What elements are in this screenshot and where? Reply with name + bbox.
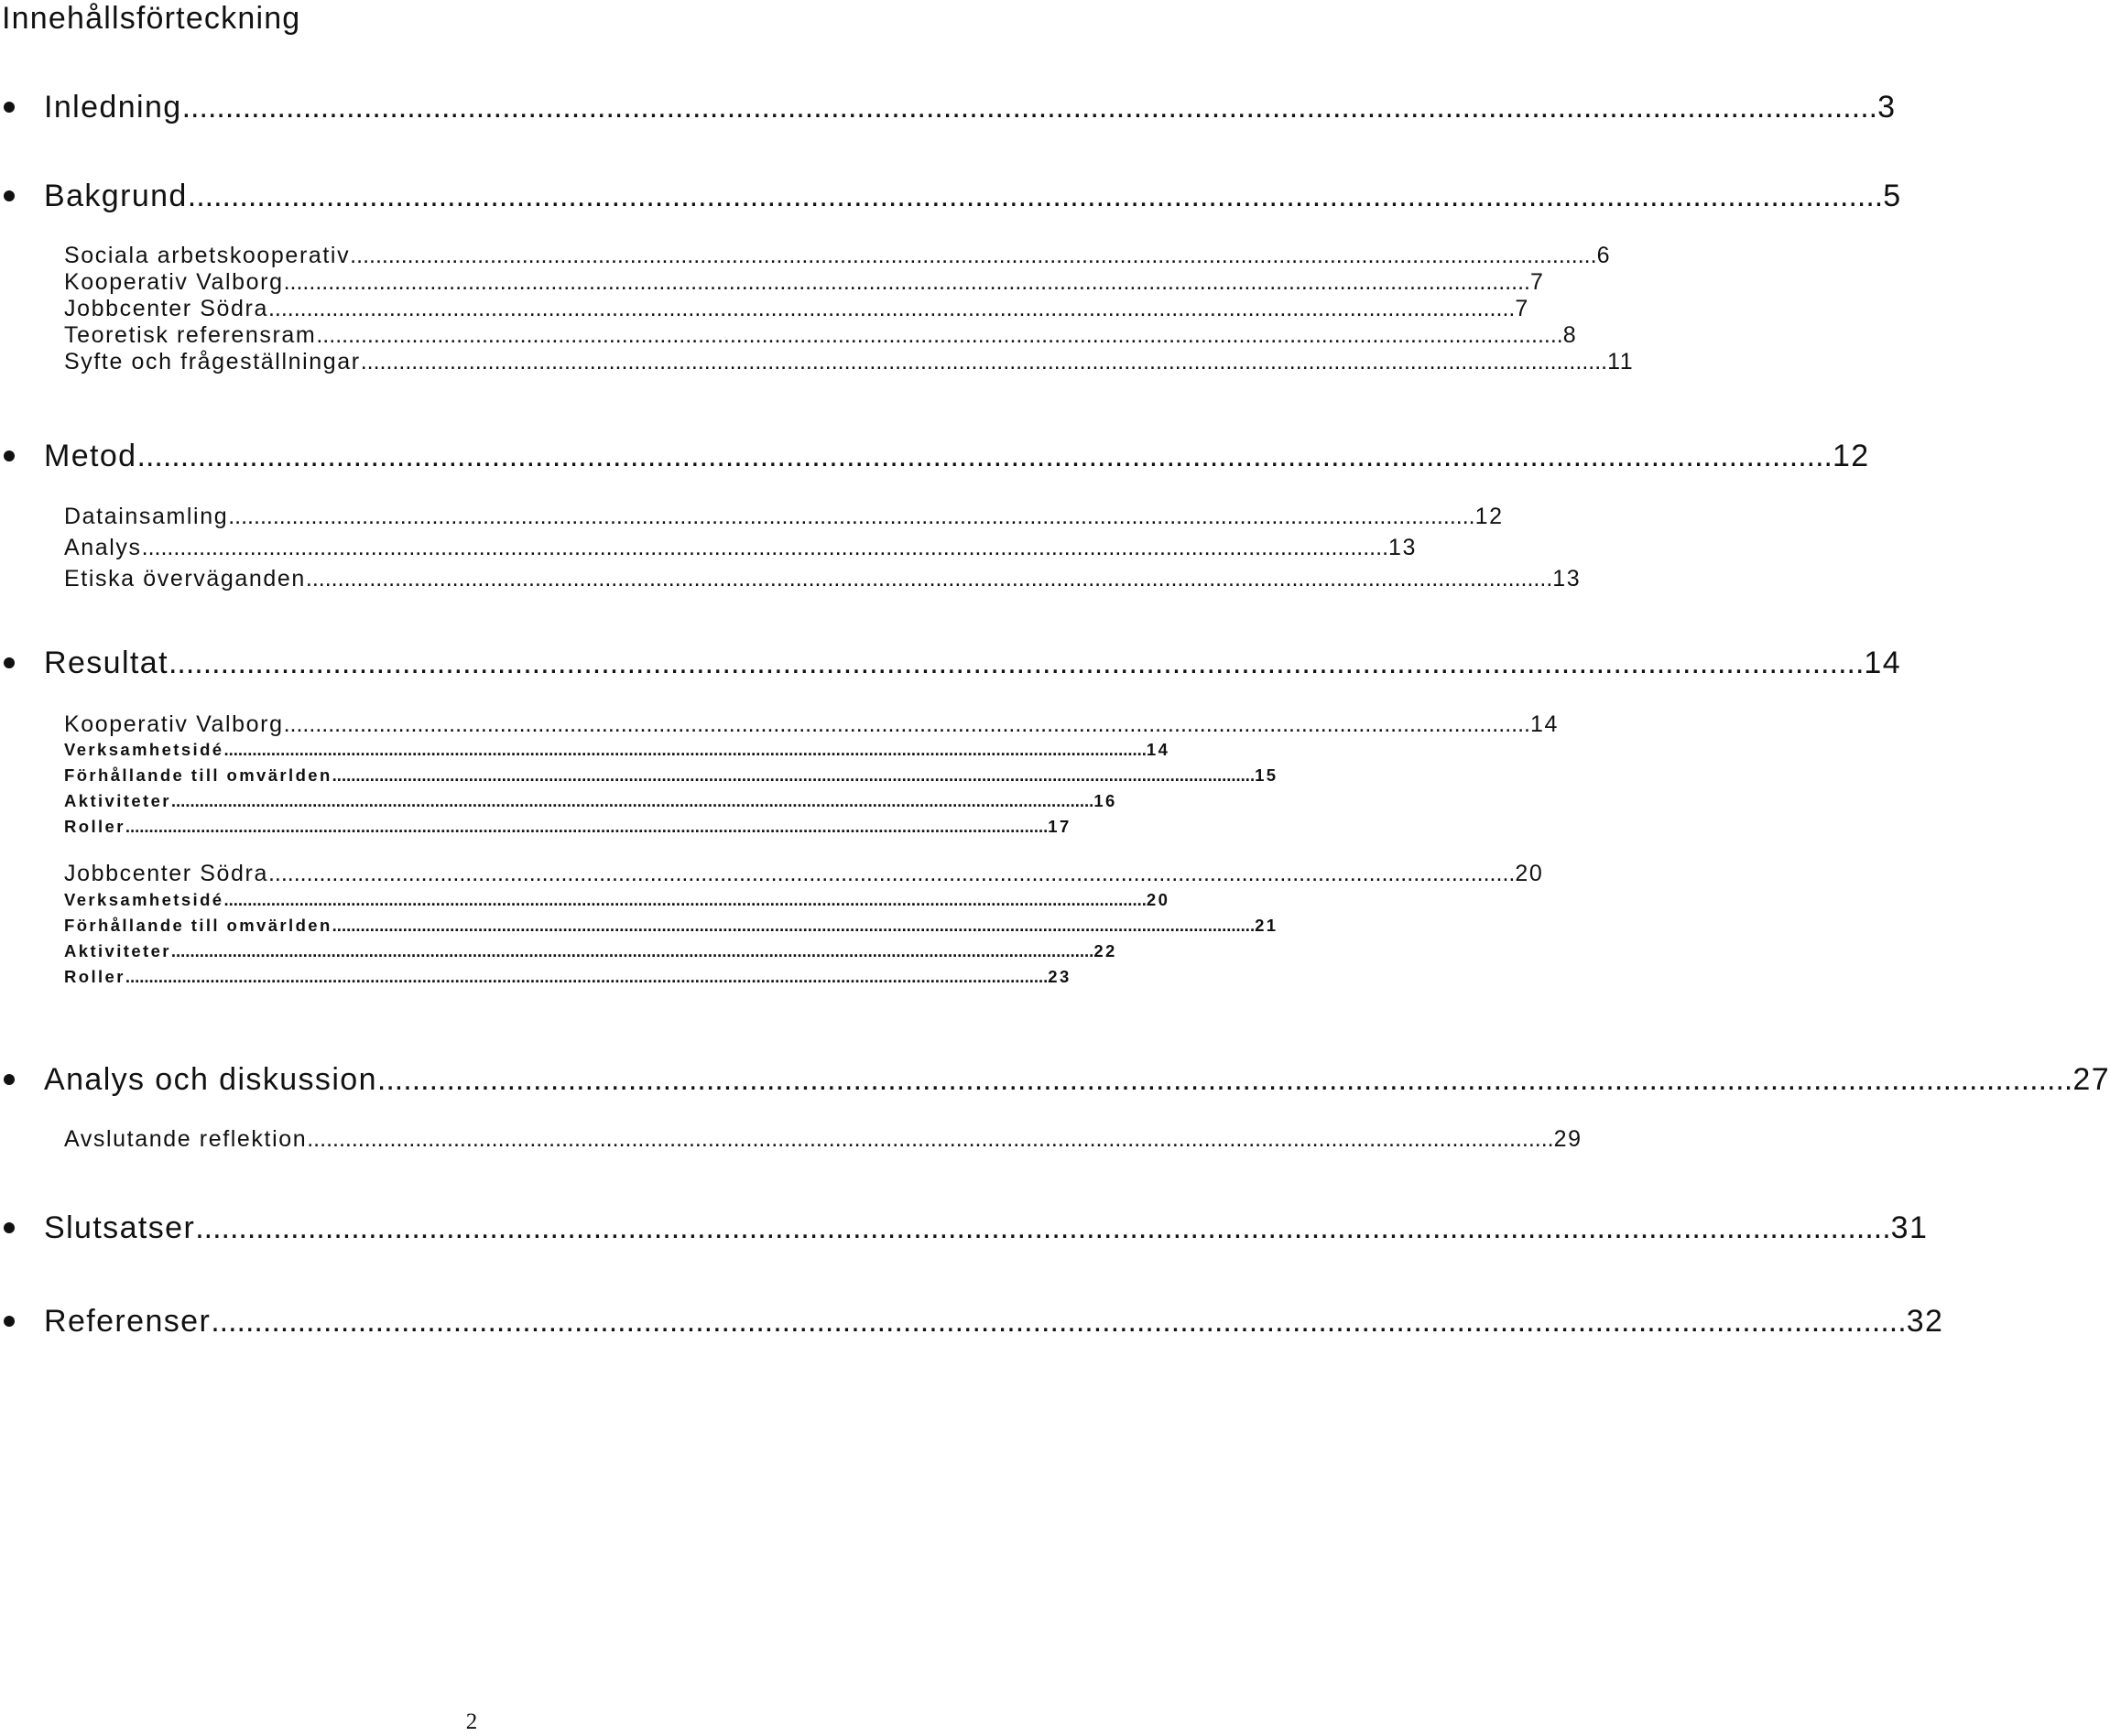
toc-entry-page: 12 xyxy=(1832,439,1870,473)
toc-entry-inledning[interactable] xyxy=(44,89,1897,125)
toc-entry-referenser[interactable] xyxy=(44,1303,1944,1340)
toc-entry-label: Förhållande till omvärlden xyxy=(64,765,332,785)
toc-entry-etiska-overvaganden[interactable] xyxy=(64,565,1582,592)
toc-entry-label: Verksamhetsidé xyxy=(64,740,224,759)
toc-entry-page: 7 xyxy=(1529,269,1545,295)
toc-entry-label: Kooperativ Valborg xyxy=(64,269,284,295)
toc-entry-page: 23 xyxy=(1048,967,1071,986)
toc-entry-kooperativ-valborg[interactable] xyxy=(64,711,1559,738)
toc-entry-label: Bakgrund xyxy=(44,179,188,213)
toc-entry-avslutande-reflektion[interactable] xyxy=(64,1125,1582,1153)
toc-entry-resultat[interactable] xyxy=(44,645,1902,681)
toc-entry-teoretisk-referensram[interactable] xyxy=(64,321,1578,349)
toc-leader-dots: .................................................................................................................................................................................................... xyxy=(168,646,1865,680)
bullet-icon xyxy=(4,438,22,474)
toc-leader-dots: .................................................................................................................................................................................................... xyxy=(283,269,1530,295)
toc-leader-dots: .................................................................................................................................................................................................... xyxy=(141,535,1389,560)
toc-leader-dots: .................................................................................................................................................................................................... xyxy=(332,765,1256,785)
toc-leader-dots: .................................................................................................................................................................................................... xyxy=(211,1304,1907,1339)
toc-entry-page: 12 xyxy=(1474,504,1504,529)
toc-entry-label: Förhållande till omvärlden xyxy=(64,916,332,935)
toc-leader-dots: .................................................................................................................................................................................................... xyxy=(125,967,1049,986)
toc-entry-label: Kooperativ Valborg xyxy=(64,711,284,737)
toc-entry-label: Jobbcenter Södra xyxy=(64,861,268,886)
toc-entry-page: 16 xyxy=(1093,791,1117,810)
toc-leader-dots: .................................................................................................................................................................................................... xyxy=(170,941,1094,960)
toc-entry-label: Avslutande reflektion xyxy=(64,1126,308,1152)
page-number: 2 xyxy=(465,1709,478,1734)
toc-entry-label: Slutsatser xyxy=(44,1210,196,1245)
toc-entry-label: Aktiviteter xyxy=(64,791,171,810)
toc-leader-dots: .................................................................................................................................................................................................... xyxy=(195,1210,1891,1245)
toc-leader-dots: .................................................................................................................................................................................................... xyxy=(125,817,1049,836)
toc-entry-label: Inledning xyxy=(44,90,182,125)
toc-entry-page: 11 xyxy=(1607,349,1635,374)
bullet-icon xyxy=(4,89,22,125)
toc-entry-page: 21 xyxy=(1255,916,1278,935)
toc-entry-datainsamling[interactable] xyxy=(64,503,1504,530)
toc-entry-sociala-arbetskooperativ[interactable] xyxy=(64,242,1612,269)
toc-entry-page: 15 xyxy=(1255,765,1278,785)
toc-entry-page: 14 xyxy=(1146,740,1170,759)
toc-leader-dots: .................................................................................................................................................................................................... xyxy=(283,711,1530,737)
bullet-icon xyxy=(4,1210,22,1246)
toc-leader-dots: .................................................................................................................................................................................................... xyxy=(223,740,1147,759)
toc-entry-label: Syfte och frågeställningar xyxy=(64,349,361,374)
toc-entry-label: Metod xyxy=(44,439,137,473)
bullet-icon xyxy=(4,1061,22,1098)
toc-entry-aktiviteter[interactable] xyxy=(64,791,1117,811)
toc-leader-dots: .................................................................................................................................................................................................... xyxy=(376,1062,2073,1097)
toc-entry-page: 14 xyxy=(1864,646,1902,680)
toc-entry-label: Roller xyxy=(64,967,125,986)
toc-entry-roller[interactable] xyxy=(64,967,1071,987)
toc-entry-forhallande-till-omvarlden[interactable] xyxy=(64,916,1278,936)
toc-entry-label: Roller xyxy=(64,817,125,836)
toc-entry-analys-och-diskussion[interactable] xyxy=(44,1061,2110,1098)
toc-entry-page: 3 xyxy=(1877,90,1897,125)
toc-entry-aktiviteter[interactable] xyxy=(64,941,1117,961)
toc-entry-metod[interactable] xyxy=(44,438,1870,474)
toc-leader-dots: .................................................................................................................................................................................................... xyxy=(187,179,1884,213)
toc-leader-dots: .................................................................................................................................................................................................... xyxy=(332,916,1256,935)
bullet-icon xyxy=(4,645,22,681)
toc-leader-dots: .................................................................................................................................................................................................... xyxy=(360,349,1608,374)
toc-entry-jobbcenter-sodra[interactable] xyxy=(64,860,1544,887)
toc-entry-verksamhetside[interactable] xyxy=(64,890,1170,910)
toc-entry-page: 14 xyxy=(1529,711,1559,737)
toc-entry-roller[interactable] xyxy=(64,817,1071,837)
toc-entry-page: 27 xyxy=(2072,1062,2110,1097)
toc-entry-label: Aktiviteter xyxy=(64,941,171,960)
toc-entry-label: Etiska överväganden xyxy=(64,566,306,591)
toc-entry-page: 20 xyxy=(1146,890,1170,909)
toc-entry-label: Verksamhetsidé xyxy=(64,890,224,909)
toc-leader-dots: .................................................................................................................................................................................................... xyxy=(267,296,1516,321)
toc-entry-page: 6 xyxy=(1596,243,1612,268)
toc-entry-page: 13 xyxy=(1388,535,1418,560)
toc-entry-label: Resultat xyxy=(44,646,169,680)
toc-entry-jobbcenter-sodra[interactable] xyxy=(64,295,1529,322)
toc-entry-page: 20 xyxy=(1515,861,1544,886)
bullet-icon xyxy=(4,178,22,214)
toc-entry-label: Jobbcenter Södra xyxy=(64,296,268,321)
toc-leader-dots: .................................................................................................................................................................................................... xyxy=(307,1126,1554,1152)
toc-title: Innehållsförteckning xyxy=(2,1,301,36)
toc-entry-label: Datainsamling xyxy=(64,504,229,529)
toc-entry-page: 31 xyxy=(1890,1210,1929,1245)
toc-entry-page: 29 xyxy=(1553,1126,1582,1152)
toc-entry-page: 5 xyxy=(1883,179,1902,213)
toc-entry-label: Analys xyxy=(64,535,142,560)
toc-entry-slutsatser[interactable] xyxy=(44,1210,1929,1246)
toc-leader-dots: .................................................................................................................................................................................................... xyxy=(170,791,1094,810)
toc-leader-dots: .................................................................................................................................................................................................... xyxy=(350,243,1597,268)
toc-entry-page: 7 xyxy=(1515,296,1529,321)
toc-entry-label: Referenser xyxy=(44,1304,212,1339)
bullet-icon xyxy=(4,1303,22,1340)
toc-entry-page: 8 xyxy=(1562,322,1578,348)
toc-entry-bakgrund[interactable] xyxy=(44,178,1902,214)
toc-entry-forhallande-till-omvarlden[interactable] xyxy=(64,765,1278,786)
toc-entry-label: Teoretisk referensram xyxy=(64,322,317,348)
toc-entry-verksamhetside[interactable] xyxy=(64,740,1170,760)
toc-leader-dots: .................................................................................................................................................................................................... xyxy=(305,566,1553,591)
toc-leader-dots: .................................................................................................................................................................................................... xyxy=(181,90,1878,125)
toc-entry-page: 22 xyxy=(1093,941,1117,960)
toc-entry-analys[interactable] xyxy=(64,534,1418,561)
toc-entry-label: Sociala arbetskooperativ xyxy=(64,243,351,268)
toc-leader-dots: .................................................................................................................................................................................................... xyxy=(223,890,1147,909)
toc-leader-dots: .................................................................................................................................................................................................... xyxy=(316,322,1563,348)
toc-entry-page: 17 xyxy=(1048,817,1071,836)
toc-leader-dots: .................................................................................................................................................................................................... xyxy=(228,504,1475,529)
toc-leader-dots: .................................................................................................................................................................................................... xyxy=(136,439,1833,473)
toc-entry-page: 32 xyxy=(1906,1304,1944,1339)
toc-leader-dots: .................................................................................................................................................................................................... xyxy=(267,861,1516,886)
toc-entry-syfte-och-fragestallningar[interactable] xyxy=(64,348,1635,375)
toc-entry-page: 13 xyxy=(1552,566,1582,591)
toc-entry-kooperativ-valborg[interactable] xyxy=(64,268,1545,296)
toc-entry-label: Analys och diskussion xyxy=(44,1062,377,1097)
